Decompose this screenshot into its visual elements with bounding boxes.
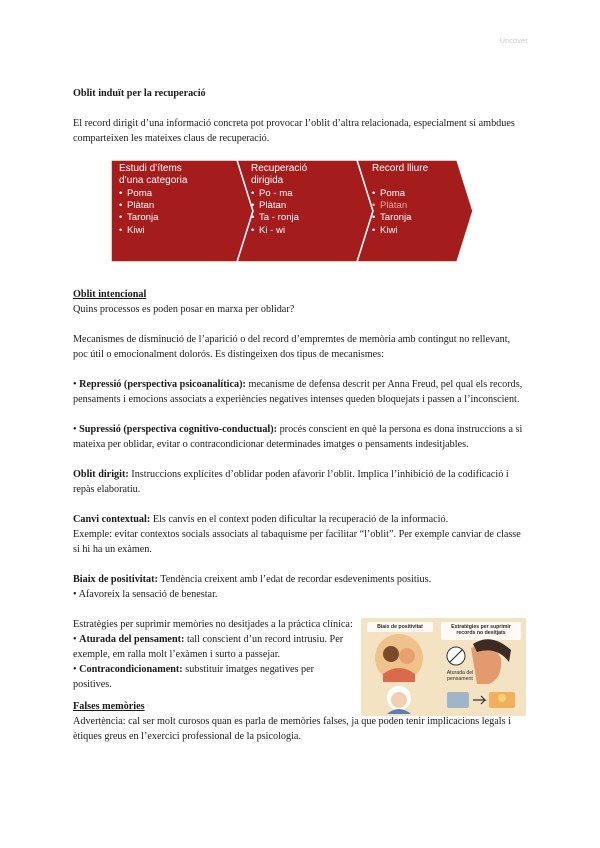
counter-paragraph: • Contracondicionament: substituir imatges negatives per positives. xyxy=(73,664,314,690)
list-item: • Taronja xyxy=(119,212,159,224)
strategies-intro: Estratègies per suprimir memòries no desitjades a la pràctica clínica: xyxy=(73,619,353,630)
list-item: • Plàtan xyxy=(251,200,287,212)
stop-label: Aturada del pensament: xyxy=(79,634,185,645)
stop-paragraph: • Aturada del pensament: tall conscient d’un record intrusiu. Per exemple, em ralla molt l’exàmen i surto a passejar. xyxy=(73,634,344,660)
context-label: Canvi contextual: xyxy=(73,514,151,525)
directed-paragraph xyxy=(73,467,525,497)
illustration-right-title: Estratègies per suprimir records no desitjats xyxy=(451,624,511,636)
suppression-paragraph: • Supressió (perspectiva cognitivo-conductual): procés conscient en què la persona es dona instruccions a si mateixa per oblidar, evitar o contracondicionar determinades imatges o pensaments indesitjables. xyxy=(73,424,523,450)
suppression-label: Supressió (perspectiva cognitivo-conductual): xyxy=(79,424,278,435)
column-title: Estudi d’ítems xyxy=(119,163,182,174)
context-paragraph xyxy=(73,512,525,527)
counter-text: substituir imatges negatives per positives. xyxy=(73,664,314,690)
watermark: Uncover xyxy=(499,38,528,45)
stop-text: tall conscient d’un record intrusiu. Per exemple, em ralla molt l’exàmen i surto a passejar. xyxy=(73,634,344,660)
directed-label: Oblit dirigit: xyxy=(73,469,129,480)
section-title-false-memories: Falses memòries xyxy=(73,701,145,712)
list-item: • Kiwi xyxy=(119,224,145,236)
section-title-induced: Oblit induït per la recuperació xyxy=(73,88,206,99)
list-item: • Poma xyxy=(372,188,406,199)
illustration-right-caption: Aturada del pensament xyxy=(446,670,474,682)
context-example: Exemple: evitar contextos socials associats al tabaquisme per facilitar “l’oblit”. Per exemple canviar de classe si hi ha un exàmen. xyxy=(73,529,521,555)
diagram-column-free-recall xyxy=(372,163,428,237)
directed-text: Instruccions explícites d’oblidar poden afavorir l’oblit. Implica l’inhibició de la codificació i repàs elaboratiu. xyxy=(73,469,509,495)
illustration-image xyxy=(361,618,526,716)
list-item: • Kiwi xyxy=(372,224,398,236)
column-title: dirigida xyxy=(251,174,284,186)
diagram-column-retrieval xyxy=(251,163,307,237)
positivity-text: Tendència creixent amb l’edat de recordar esdeveniments positius. xyxy=(157,574,432,585)
positivity-label: Biaix de positivitat: xyxy=(73,574,158,585)
list-item: • Ki - wi xyxy=(251,224,286,236)
counter-label: Contracondicionament: xyxy=(79,664,183,675)
list-item: • Taronja xyxy=(372,212,412,224)
diagram-column-study xyxy=(119,163,187,237)
column-title: Record lliure xyxy=(372,163,429,174)
positivity-bullet: • Afavoreix la sensació de benestar. xyxy=(73,589,218,600)
column-title: Recuperació xyxy=(251,163,308,174)
intentional-intro: Mecanismes de disminució de l’aparició o del record d’empremtes de memòria amb contingut no rellevant, poc útil o emocionalment dolorós. Es distingeixen dos tipus de mecanismes: xyxy=(73,334,511,360)
retrieval-diagram xyxy=(111,160,473,262)
list-item: • Po - ma xyxy=(251,188,293,199)
list-item: • Ta - ronja xyxy=(251,212,299,224)
repression-text: mecanisme de defensa descrit per Anna Freud, pel qual els records, pensaments i emocions associats a experiències negatives intenses queden bloquejats i passen a l’inconscient. xyxy=(73,379,523,405)
induced-text: El record dirigit d’una informació concreta pot provocar l’oblit d’altra relacionada, especialment si ambdues comparteixen les mateixes claus de recuperació. xyxy=(73,118,515,144)
list-item: • Plàtan xyxy=(119,200,155,212)
intentional-question: Quins processos es poden posar en marxa per oblidar? xyxy=(73,304,295,315)
repression-paragraph: • Repressió (perspectiva psicoanalítica): mecanisme de defensa descrit per Anna Freud, pel qual els records, pensaments i emocions associats a experiències negatives intenses queden bloquejats i passen a l’inconscient. xyxy=(73,379,523,405)
positivity-paragraph xyxy=(73,572,525,587)
illustration-left-title: Biaix de positivitat xyxy=(377,624,423,630)
list-item: • Poma xyxy=(119,188,153,199)
column-title: d’una categoria xyxy=(119,174,188,186)
list-item: • Plàtan xyxy=(372,200,408,212)
suppression-text: procés conscient en què la persona es dona instruccions a si mateixa per oblidar, evitar o contracondicionar determinades imatges o pensaments indesitjables. xyxy=(73,424,523,450)
repression-label: Repressió (perspectiva psicoanalítica): xyxy=(79,379,246,390)
section-title-intentional: Oblit intencional xyxy=(73,289,147,300)
context-text: Els canvis en el context poden dificultar la recuperació de la informació. xyxy=(150,514,449,525)
false-memories-text: Advertència: cal ser molt curosos quan es parla de memòries falses, ja que poden tenir implicacions legals i ètiques greus en l’exercici professional de la psicologia. xyxy=(73,716,511,742)
strategies-block xyxy=(73,617,355,692)
